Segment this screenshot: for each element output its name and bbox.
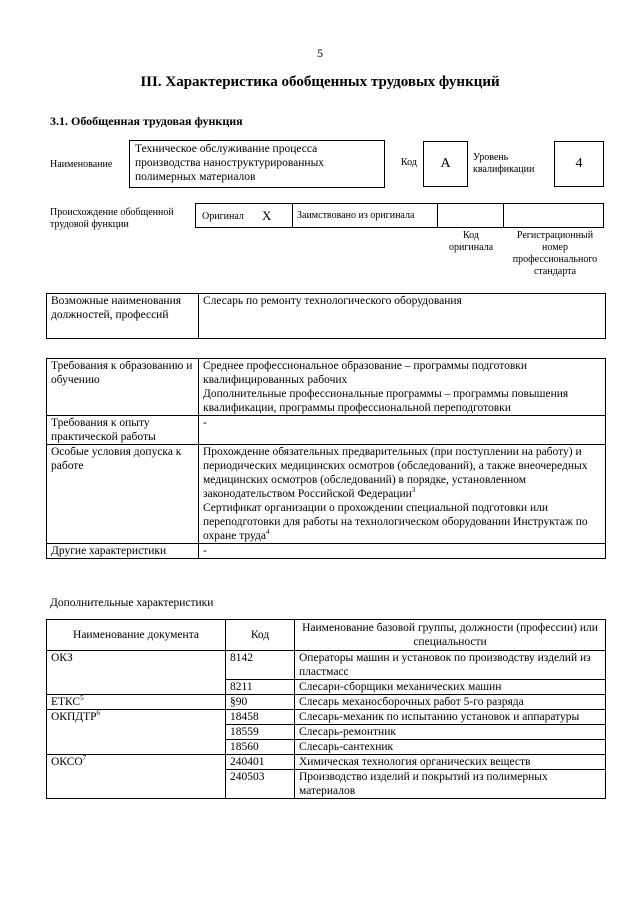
occupation-name-cell: Производство изделий и покрытий из полимерных материалов [295,770,606,799]
divider [503,204,504,227]
code-cell: 240503 [226,770,295,799]
page-title: III. Характеристика обобщенных трудовых функций [140,74,500,90]
code-label: Код [401,157,417,168]
other-label: Другие характеристики [47,544,199,559]
table-row [47,725,606,740]
positions-label: Возможные наименования должностей, профессий [47,294,199,339]
occupation-name-cell: Операторы машин и установок по производству изделий из пластмасс [295,651,606,680]
caption-registration-number: Регистрационный номер профессионального стандарта [512,230,598,277]
footnote-mark: 3 [411,486,416,495]
doc-name: ОКЗ [51,652,73,664]
table-row [47,740,606,755]
origin-label: Происхождение обобщенной трудовой функции [50,207,174,230]
divider [437,204,438,227]
conditions-text: Прохождение обязательных предварительных (при поступлении на работу) и периодических медицинских осмотров (обследований), а также внеочередных медицинских осмотров (обследований) в порядке, установленном законодательством Российской Федерации [203,446,588,500]
doc-cell [47,680,226,695]
other-value: - [199,544,606,559]
divider [292,204,293,227]
name-label: Наименование [50,159,113,170]
code-cell: 18560 [226,740,295,755]
table-row [47,695,606,710]
footnote-mark: 6 [96,709,101,718]
doc-cell [47,710,226,725]
table-row [47,680,606,695]
occupation-name-cell: Слесарь-ремонтник [295,725,606,740]
level-value: 4 [554,141,604,187]
footnote-mark: 5 [80,694,84,703]
origin-box [195,203,604,228]
additional-table-body [47,651,606,799]
page-number: 5 [317,46,323,60]
additional-table [46,619,606,799]
original-mark: X [262,208,272,223]
occupation-name-cell: Слесарь-сантехник [295,740,606,755]
doc-name: ЕТКС [51,696,81,708]
doc-cell [47,725,226,740]
function-name-box [129,140,385,188]
education-line: Среднее профессиональное образование – программы подготовки квалифицированных рабочих [203,360,528,386]
doc-cell [47,770,226,799]
table-row [47,770,606,799]
education-label: Требования к образованию и обучению [47,359,199,416]
occupation-name-cell: Слесарь-механик по испытанию установок и аппаратуры [295,710,606,725]
table-row [47,359,606,416]
table-row [47,755,606,770]
col-header-name: Наименование базовой группы, должности (профессии) или специальности [295,620,606,651]
occupation-name-cell: Химическая технология органических веществ [295,755,606,770]
table-row [47,416,606,445]
education-line: Дополнительные профессиональные программы – программы повышения квалификации, программы профессиональной переподготовки [203,388,569,414]
code-cell: §90 [226,695,295,710]
doc-cell [47,695,226,710]
doc-cell [47,755,226,770]
table-row [47,710,606,725]
conditions-label: Особые условия допуска к работе [47,445,199,544]
conditions-value [199,445,606,544]
level-label: Уровень квалификации [473,152,535,175]
borrowed-label: Заимствовано из оригинала [297,210,415,221]
code-cell: 240401 [226,755,295,770]
function-name-value: Техническое обслуживание процесса производства наноструктурированных полимерных материалов [135,143,325,183]
table-row [47,651,606,680]
doc-name: ОКПДТР [51,711,97,723]
conditions-text: Сертификат организации о прохождении специальной подготовки или переподготовки для работы на технологическом оборудовании Инструктаж по охране труда [203,502,588,542]
positions-value: Слесарь по ремонту технологического оборудования [199,294,606,339]
occupation-name-cell: Слесари-сборщики механических машин [295,680,606,695]
doc-cell [47,740,226,755]
code-cell: 18559 [226,725,295,740]
experience-label: Требования к опыту практической работы [47,416,199,445]
occupation-name-cell: Слесарь механосборочных работ 5-го разряда [295,695,606,710]
experience-value: - [199,416,606,445]
col-header-code: Код [226,620,295,651]
section-subtitle: 3.1. Обобщенная трудовая функция [50,114,243,128]
doc-name: ОКСО [51,756,83,768]
col-header-document: Наименование документа [47,620,226,651]
doc-cell [47,651,226,680]
table-row [47,544,606,559]
education-value [199,359,606,416]
additional-heading: Дополнительные характеристики [50,597,214,609]
caption-code-original: Код оригинала [448,230,494,253]
code-value: A [423,141,468,187]
table-row [47,445,606,544]
footnote-mark: 7 [82,754,87,763]
code-cell: 8142 [226,651,295,680]
footnote-mark: 4 [265,528,270,537]
code-cell: 8211 [226,680,295,695]
original-label: Оригинал [202,211,244,222]
positions-table [46,293,606,339]
requirements-table [46,358,606,559]
table-header-row [47,620,606,651]
code-cell: 18458 [226,710,295,725]
